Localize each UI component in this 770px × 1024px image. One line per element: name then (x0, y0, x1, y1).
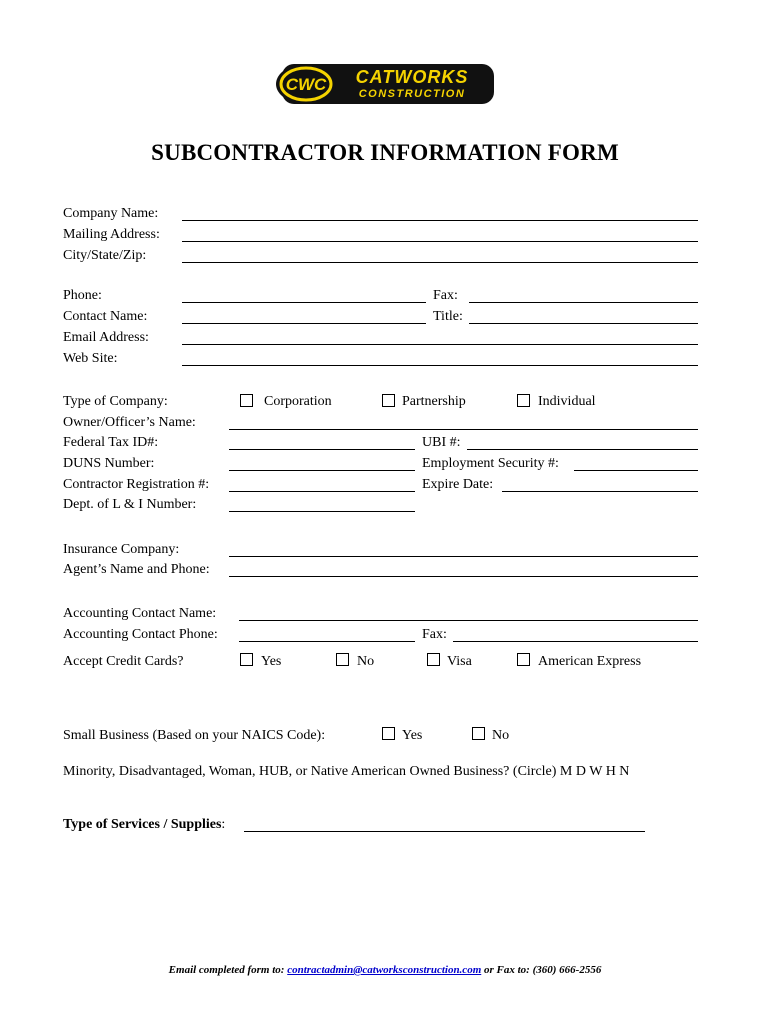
contact-name-field[interactable] (182, 323, 426, 324)
ubi-field[interactable] (467, 449, 698, 450)
duns-label: DUNS Number: (63, 456, 155, 471)
company-name-label: Company Name: (63, 206, 159, 221)
expire-date-label: Expire Date: (422, 477, 494, 492)
small-business-label: Small Business (Based on your NAICS Code): (63, 728, 326, 743)
catworks-logo (276, 64, 494, 104)
accounting-fax-field[interactable] (453, 641, 698, 642)
title-field[interactable] (469, 323, 698, 324)
accept-credit-cards-label: Accept Credit Cards? (63, 654, 184, 669)
small-business-yes-checkbox[interactable] (382, 727, 395, 740)
small-business-yes-label: Yes (402, 728, 423, 743)
contractor-registration-field[interactable] (229, 491, 415, 492)
minority-owned-label: Minority, Disadvantaged, Woman, HUB, or Native American Owned Business? (Circle) M D W H N (63, 764, 630, 779)
page-title: SUBCONTRACTOR INFORMATION FORM (151, 140, 619, 165)
accounting-contact-phone-field[interactable] (239, 641, 415, 642)
employment-security-label: Employment Security #: (422, 456, 559, 471)
federal-tax-id-label: Federal Tax ID#: (63, 435, 159, 450)
small-business-no-checkbox[interactable] (472, 727, 485, 740)
corporation-checkbox[interactable] (240, 394, 253, 407)
agent-name-phone-field[interactable] (229, 576, 698, 577)
american-express-label: American Express (538, 654, 642, 669)
individual-label: Individual (538, 394, 596, 409)
services-row (63, 817, 225, 833)
logo-mark: CWC (285, 75, 327, 94)
phone-label: Phone: (63, 288, 102, 303)
title-label: Title: (433, 309, 463, 324)
credit-no-checkbox[interactable] (336, 653, 349, 666)
email-address-label: Email Address: (63, 330, 149, 345)
employment-security-field[interactable] (574, 470, 698, 471)
visa-checkbox[interactable] (427, 653, 440, 666)
dept-li-field[interactable] (229, 511, 415, 512)
duns-field[interactable] (229, 470, 415, 471)
insurance-company-label: Insurance Company: (63, 542, 180, 557)
insurance-company-field[interactable] (229, 556, 698, 557)
american-express-checkbox[interactable] (517, 653, 530, 666)
credit-yes-label: Yes (261, 654, 282, 669)
accounting-fax-label: Fax: (422, 627, 447, 642)
footer-email-link[interactable]: contractadmin@catworksconstruction.com (287, 964, 482, 976)
mailing-address-field[interactable] (182, 241, 698, 242)
owner-officer-label: Owner/Officer’s Name: (63, 415, 196, 430)
partnership-label: Partnership (402, 394, 466, 409)
web-site-field[interactable] (182, 365, 698, 366)
city-state-zip-label: City/State/Zip: (63, 248, 147, 263)
accounting-contact-name-label: Accounting Contact Name: (63, 606, 217, 621)
credit-yes-checkbox[interactable] (240, 653, 253, 666)
company-name-field[interactable] (182, 220, 698, 221)
partnership-checkbox[interactable] (382, 394, 395, 407)
phone-field[interactable] (182, 302, 426, 303)
individual-checkbox[interactable] (517, 394, 530, 407)
web-site-label: Web Site: (63, 351, 118, 366)
services-colon: : (221, 817, 226, 832)
mailing-address-label: Mailing Address: (63, 227, 160, 242)
logo-line2: CONSTRUCTION (358, 88, 466, 100)
services-label: Type of Services / Supplies (63, 817, 222, 832)
expire-date-field[interactable] (502, 491, 698, 492)
ubi-label: UBI #: (422, 435, 461, 450)
visa-label: Visa (447, 654, 472, 669)
footer-prefix: Email completed form to: (168, 964, 288, 976)
city-state-zip-field[interactable] (182, 262, 698, 263)
fax-label: Fax: (433, 288, 458, 303)
contractor-registration-label: Contractor Registration #: (63, 477, 210, 492)
federal-tax-id-field[interactable] (229, 449, 415, 450)
contact-name-label: Contact Name: (63, 309, 148, 324)
credit-no-label: No (357, 654, 375, 669)
agent-name-phone-label: Agent’s Name and Phone: (63, 562, 210, 577)
services-field[interactable] (244, 831, 645, 832)
logo-line1: CATWORKS (355, 67, 469, 87)
email-address-field[interactable] (182, 344, 698, 345)
accounting-contact-name-field[interactable] (239, 620, 698, 621)
footer-suffix: or Fax to: (360) 666-2556 (481, 964, 602, 976)
accounting-contact-phone-label: Accounting Contact Phone: (63, 627, 218, 642)
fax-field[interactable] (469, 302, 698, 303)
dept-li-label: Dept. of L & I Number: (63, 497, 197, 512)
owner-officer-field[interactable] (229, 429, 698, 430)
type-of-company-label: Type of Company: (63, 394, 168, 409)
small-business-no-label: No (492, 728, 510, 743)
footer-instructions (0, 964, 770, 976)
corporation-label: Corporation (264, 394, 332, 409)
